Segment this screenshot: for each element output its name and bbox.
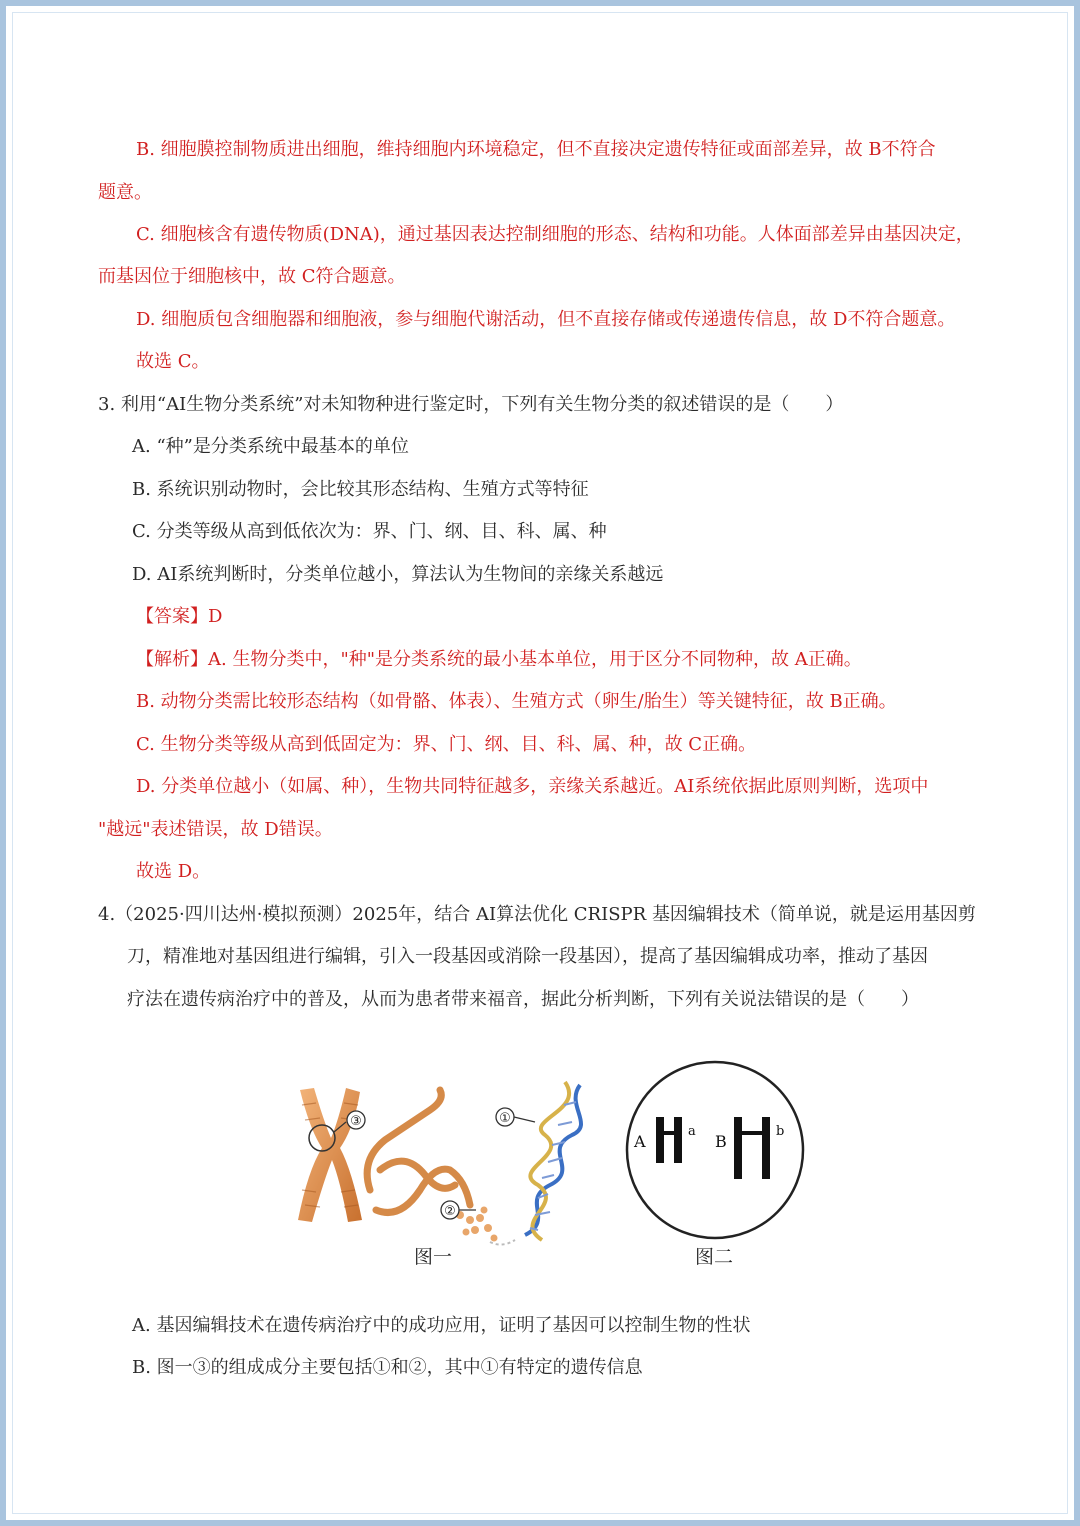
explanation-line-c: C. 细胞核含有遗传物质(DNA)，通过基因表达控制细胞的形态、结构和功能。人体面部差异由基因决定， [136,224,974,245]
answer-q3: 【答案】D [136,606,223,627]
question-4-option-b: B. 图一③的组成成分主要包括①和②，其中①有特定的遗传信息 [132,1357,643,1378]
dna-helix [525,1082,581,1240]
gene-label-A: A [634,1132,646,1151]
analysis-q3-b: B. 动物分类需比较形态结构（如骨骼、体表）、生殖方式（卵生/胎生）等关键特征，故 B正确。 [136,691,897,712]
analysis-q3-d: D. 分类单位越小（如属、种），生物共同特征越多，亲缘关系越近。AI系统依据此原则判断，选项中 [136,776,929,797]
nucleosome-beads [456,1207,498,1242]
gene-label-B: B [715,1132,727,1151]
figure-1-caption: 图一 [414,1246,453,1268]
explanation-line-d: D. 细胞质包含细胞器和细胞液，参与细胞代谢活动，但不直接存储或传递遗传信息，故 D不符合题意。 [136,309,956,330]
question-4-option-a: A. 基因编辑技术在遗传病治疗中的成功应用，证明了基因可以控制生物的性状 [132,1315,751,1336]
explanation-line-c-cont: 而基因位于细胞核中，故 C符合题意。 [98,266,406,287]
chromosome-shape [298,1088,362,1222]
analysis-q3-d-cont: "越远"表述错误，故 D错误。 [98,819,333,840]
question-4-figure [280,1050,820,1290]
figure-2-cell [620,1055,810,1245]
question-4-stem-2: 刀，精准地对基因组进行编辑，引入一段基因或消除一段基因），提高了基因编辑成功率，推动了基因 [127,946,928,967]
gene-label-b: b [776,1124,785,1139]
label-2: ② [444,1204,456,1219]
question-3-option-a: A. “种”是分类系统中最基本的单位 [132,436,409,457]
figure-2-caption: 图二 [695,1246,734,1268]
question-4-stem-1: 4.（2025·四川达州·模拟预测）2025年，结合 AI算法优化 CRISPR 基因编辑技术（简单说，就是运用基因剪 [98,904,976,925]
figure-1-chromosome-dna [280,1070,600,1260]
label-3: ③ [350,1114,362,1129]
coiled-chromatin [367,1090,470,1213]
gene-label-a: a [688,1124,696,1139]
explanation-line-b: B. 细胞膜控制物质进出细胞，维持细胞内环境稳定，但不直接决定遗传特征或面部差异，故 B不符合 [136,139,936,160]
label-1: ① [499,1111,511,1126]
question-3-option-b: B. 系统识别动物时，会比较其形态结构、生殖方式等特征 [132,479,589,500]
analysis-q3-c: C. 生物分类等级从高到低固定为：界、门、纲、目、科、属、种，故 C正确。 [136,734,757,755]
question-3-option-d: D. AI系统判断时，分类单位越小，算法认为生物间的亲缘关系越远 [132,564,664,585]
question-3-option-c: C. 分类等级从高到低依次为：界、门、纲、目、科、属、种 [132,521,607,542]
analysis-q3-a: 【解析】A. 生物分类中，"种"是分类系统的最小基本单位，用于区分不同物种，故 A正确。 [136,649,862,670]
final-choice-q2: 故选 C。 [136,351,210,372]
final-choice-q3: 故选 D。 [136,861,211,882]
question-3-stem: 3. 利用“AI生物分类系统”对未知物种进行鉴定时，下列有关生物分类的叙述错误的是（ ） [98,394,844,415]
question-4-stem-3: 疗法在遗传病治疗中的普及，从而为患者带来福音，据此分析判断，下列有关说法错误的是（ ） [127,989,919,1010]
explanation-line-b-cont: 题意。 [98,182,152,203]
